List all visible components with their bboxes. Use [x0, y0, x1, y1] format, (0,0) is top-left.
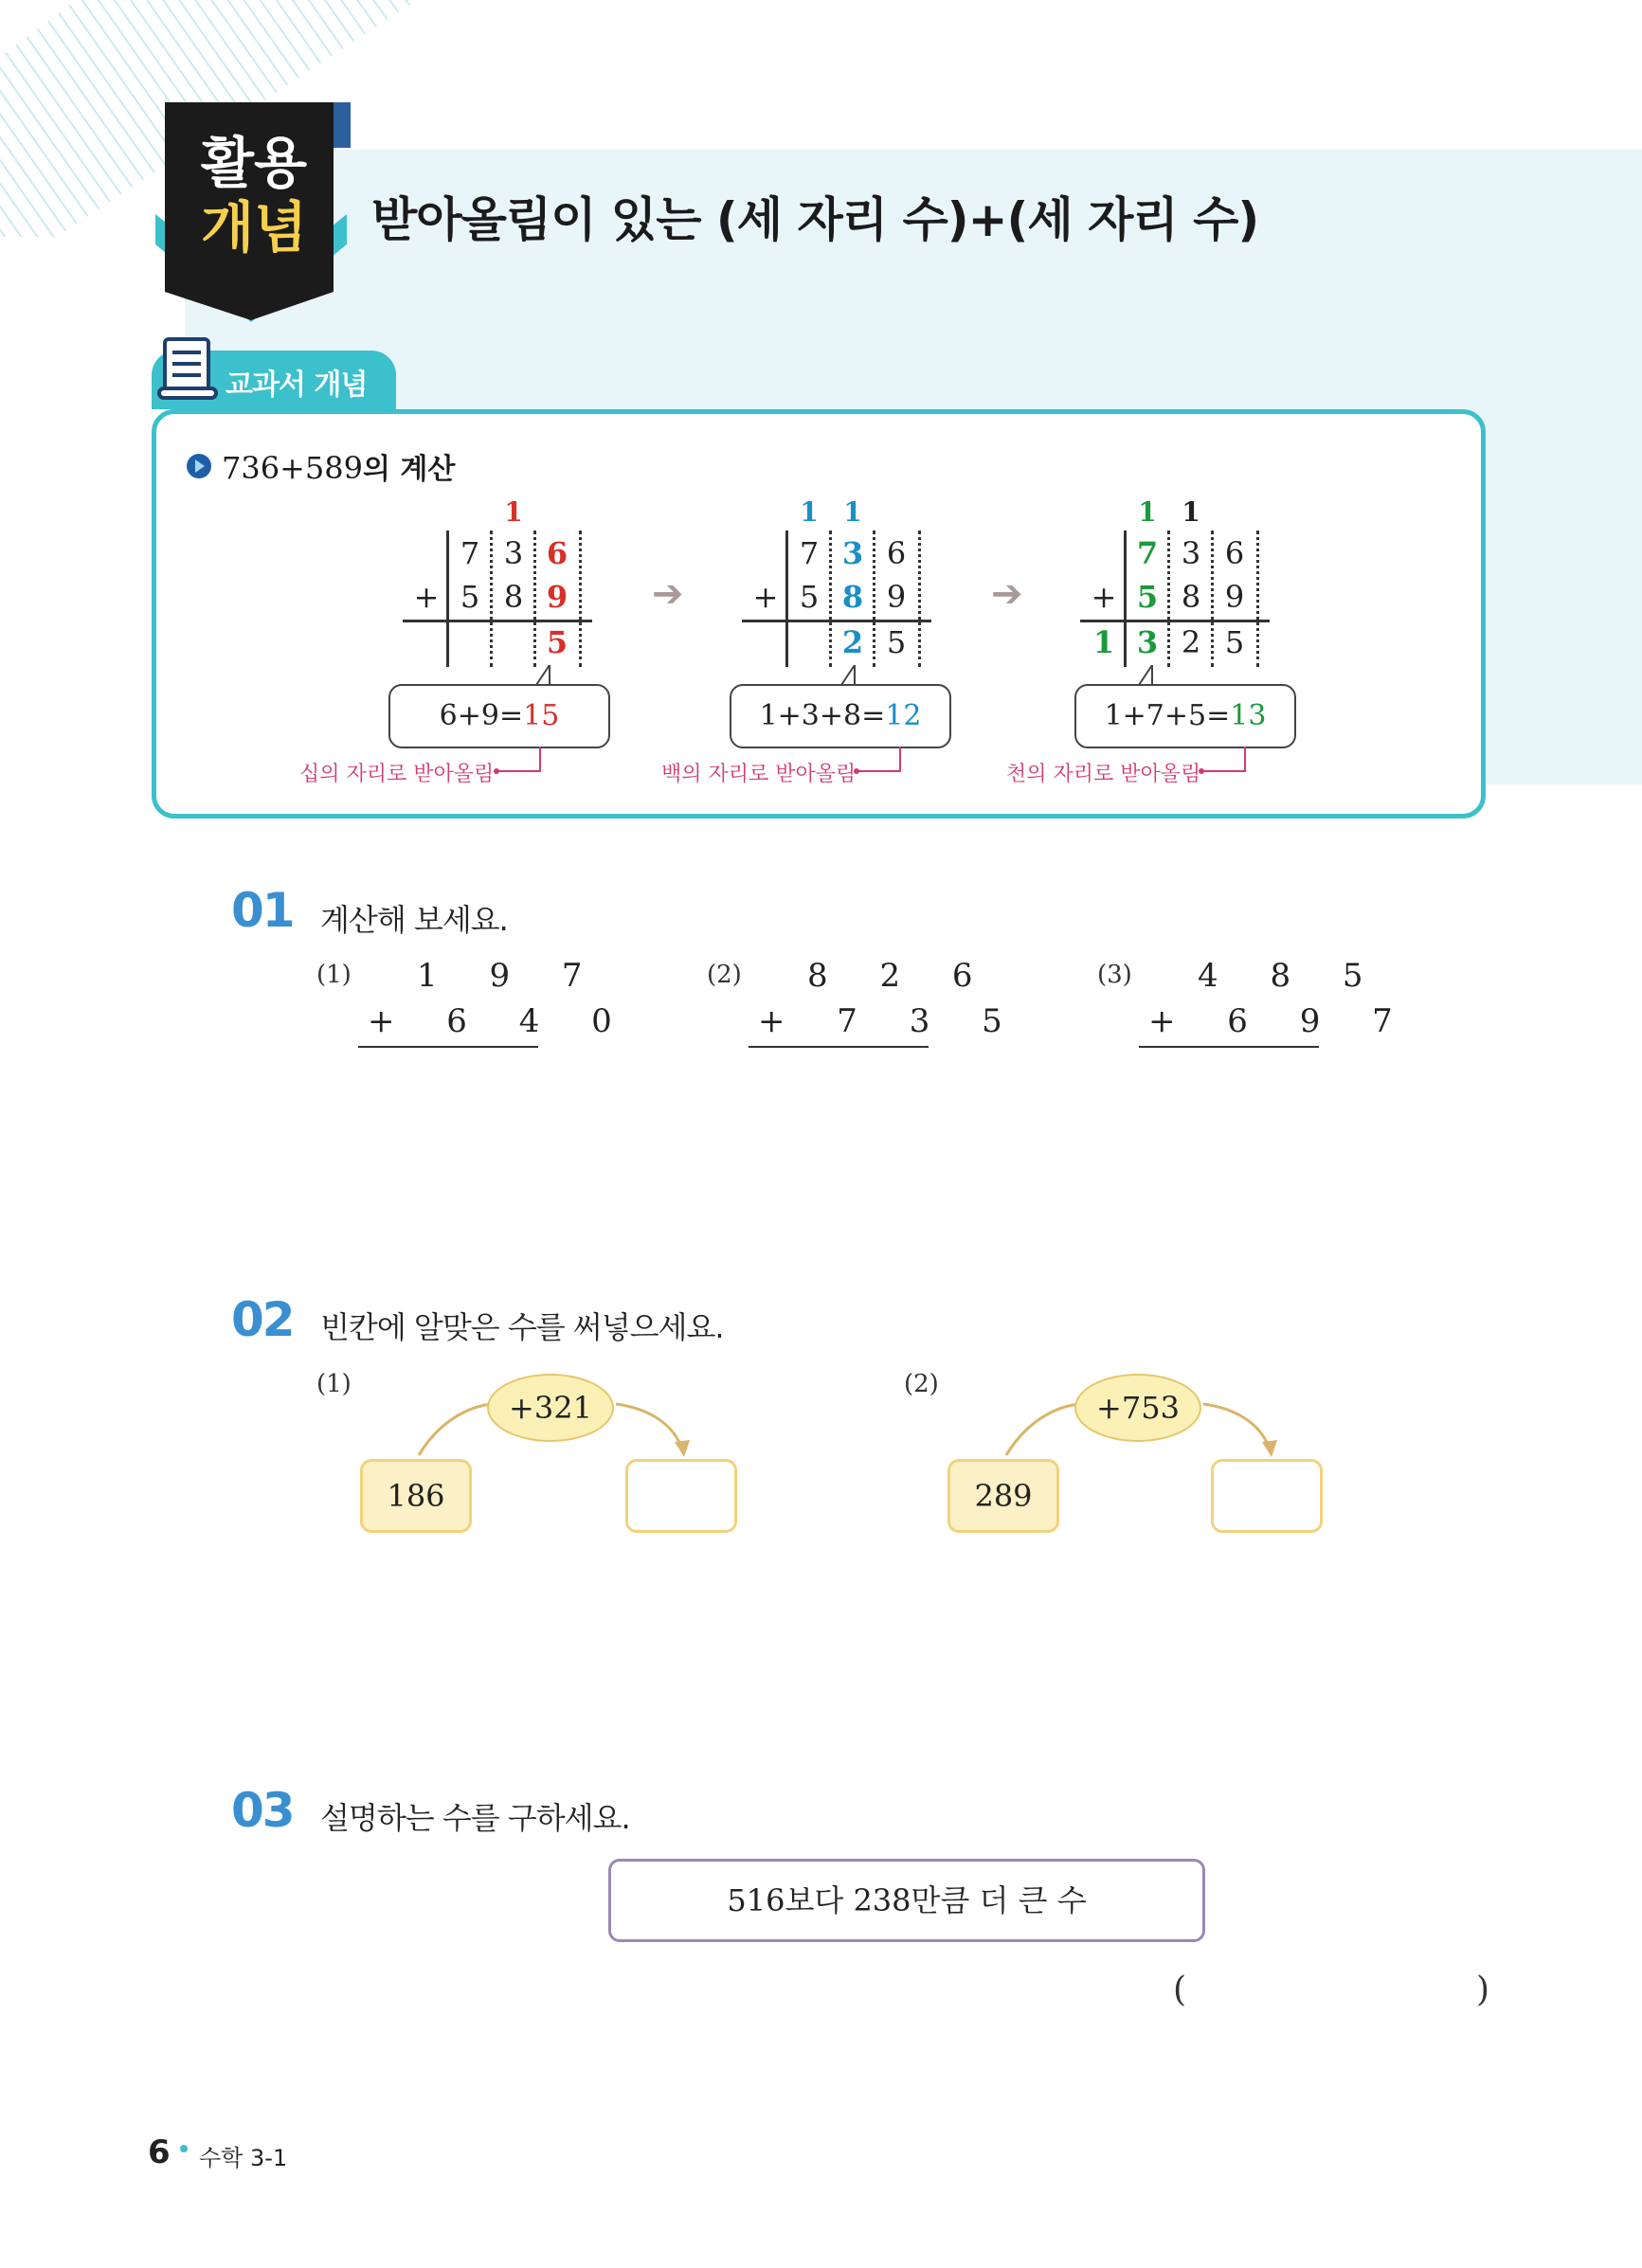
badge-bottom-text: 개념 — [200, 195, 308, 260]
step-arrow-icon: ➔ — [991, 572, 1023, 616]
step-arrow-icon: ➔ — [652, 572, 684, 616]
addition-line — [358, 1046, 538, 1048]
note-connector — [1198, 747, 1251, 779]
answer-box[interactable] — [1211, 1459, 1323, 1533]
start-number-box: 289 — [947, 1459, 1059, 1533]
problem-1-number: 01 — [231, 883, 294, 938]
problem-2-number: 02 — [231, 1292, 294, 1347]
addition-line — [749, 1046, 929, 1048]
note-connector — [853, 747, 906, 779]
page-title: 받아올림이 있는 (세 자리 수)+(세 자리 수) — [371, 192, 1259, 247]
result-digit: 5 — [886, 624, 907, 660]
top-digit: 7 — [799, 535, 820, 571]
result-digit: 2 — [1181, 624, 1201, 660]
bullet-icon — [186, 453, 212, 479]
answer-paren-close: ) — [1476, 1971, 1490, 2009]
top-digit: 6 — [546, 535, 568, 571]
problem-2-label: (1) — [316, 1370, 352, 1398]
concept-tab-label: 교과서 개념 — [226, 369, 368, 402]
page-number: 6 — [148, 2133, 171, 2171]
top-digit: 3 — [841, 535, 864, 571]
step-1-bubble — [388, 684, 610, 748]
addend-bottom: + 7 3 5 — [758, 1002, 1023, 1040]
plus-sign: + — [1091, 579, 1117, 615]
carry-digit: 1 — [800, 496, 819, 528]
bottom-digit: 5 — [1136, 579, 1159, 615]
problem-2-label: (2) — [904, 1370, 939, 1398]
top-digit: 6 — [1224, 535, 1245, 571]
operation-oval: +753 — [1074, 1374, 1201, 1442]
plus-sign: + — [413, 579, 440, 615]
top-digit: 7 — [1136, 535, 1159, 571]
note-connector — [493, 747, 546, 779]
badge-top-text: 활용 — [200, 131, 308, 195]
calc-suffix: 의 계산 — [362, 453, 456, 486]
carry-digit: 1 — [504, 496, 523, 528]
step-2-note: 백의 자리로 받아올림 — [661, 763, 857, 786]
top-digit: 7 — [460, 535, 480, 571]
problem-2-text: 빈칸에 알맞은 수를 써넣으세요. — [320, 1309, 724, 1345]
description-box: 516보다 238만큼 더 큰 수 — [608, 1859, 1205, 1942]
answer-box[interactable] — [625, 1459, 737, 1533]
calc-title-row — [186, 445, 455, 487]
problem-3-number: 03 — [231, 1783, 294, 1838]
carry-digit: 1 — [1182, 496, 1200, 528]
top-digit: 6 — [886, 535, 907, 571]
bubble-expression: 1+7+5= — [1104, 699, 1231, 732]
carry-digit: 1 — [1138, 496, 1157, 528]
problem-3-text: 설명하는 수를 구하세요. — [320, 1800, 630, 1836]
bubble-expression: 6+9= — [439, 699, 524, 732]
bottom-digit: 8 — [841, 579, 864, 615]
calc-title — [222, 445, 455, 487]
book-title: 수학 3-1 — [199, 2145, 288, 2171]
bottom-digit: 5 — [460, 579, 480, 615]
bottom-digit: 5 — [799, 579, 820, 615]
step-1-note: 십의 자리로 받아올림 — [299, 763, 495, 786]
bottom-digit: 9 — [546, 579, 568, 615]
start-number-box: 186 — [360, 1459, 472, 1533]
scroll-icon — [155, 333, 231, 404]
addend-bottom: + 6 4 0 — [368, 1002, 633, 1040]
operation-oval: +321 — [487, 1374, 614, 1442]
bubble-result: 15 — [523, 699, 560, 732]
problem-1-label: (3) — [1097, 961, 1132, 989]
addend-top: 1 9 7 — [417, 957, 604, 995]
answer-paren-open: ( — [1173, 1971, 1187, 2009]
problem-1-label: (2) — [707, 961, 742, 989]
calc-expression: 736+589 — [222, 450, 363, 486]
result-digit: 1 — [1092, 624, 1115, 660]
footer-dot — [180, 2145, 188, 2152]
result-digit: 5 — [1224, 624, 1245, 660]
addend-bottom: + 6 9 7 — [1148, 1002, 1414, 1040]
bubble-result: 12 — [885, 699, 922, 732]
result-digit: 2 — [841, 624, 864, 660]
result-digit: 5 — [546, 624, 568, 660]
bottom-digit: 8 — [503, 579, 524, 615]
step-3-bubble — [1074, 684, 1296, 748]
addend-top: 8 2 6 — [807, 957, 994, 995]
step-3-note: 천의 자리로 받아올림 — [1006, 763, 1201, 786]
top-digit: 3 — [1181, 535, 1201, 571]
bottom-digit: 9 — [886, 579, 907, 615]
carry-digit: 1 — [843, 496, 862, 528]
plus-sign: + — [752, 579, 779, 615]
result-digit: 3 — [1136, 624, 1159, 660]
bubble-result: 13 — [1230, 699, 1267, 732]
problem-1-text: 계산해 보세요. — [320, 902, 508, 938]
problem-1-label: (1) — [316, 961, 352, 989]
bottom-digit: 8 — [1181, 579, 1201, 615]
answer-blank[interactable] — [1196, 1971, 1471, 2012]
bottom-digit: 9 — [1224, 579, 1245, 615]
top-digit: 3 — [503, 535, 524, 571]
addition-line — [1139, 1046, 1319, 1048]
step-2-bubble — [730, 684, 951, 748]
bubble-expression: 1+3+8= — [759, 699, 886, 732]
addend-top: 4 8 5 — [1198, 957, 1384, 995]
